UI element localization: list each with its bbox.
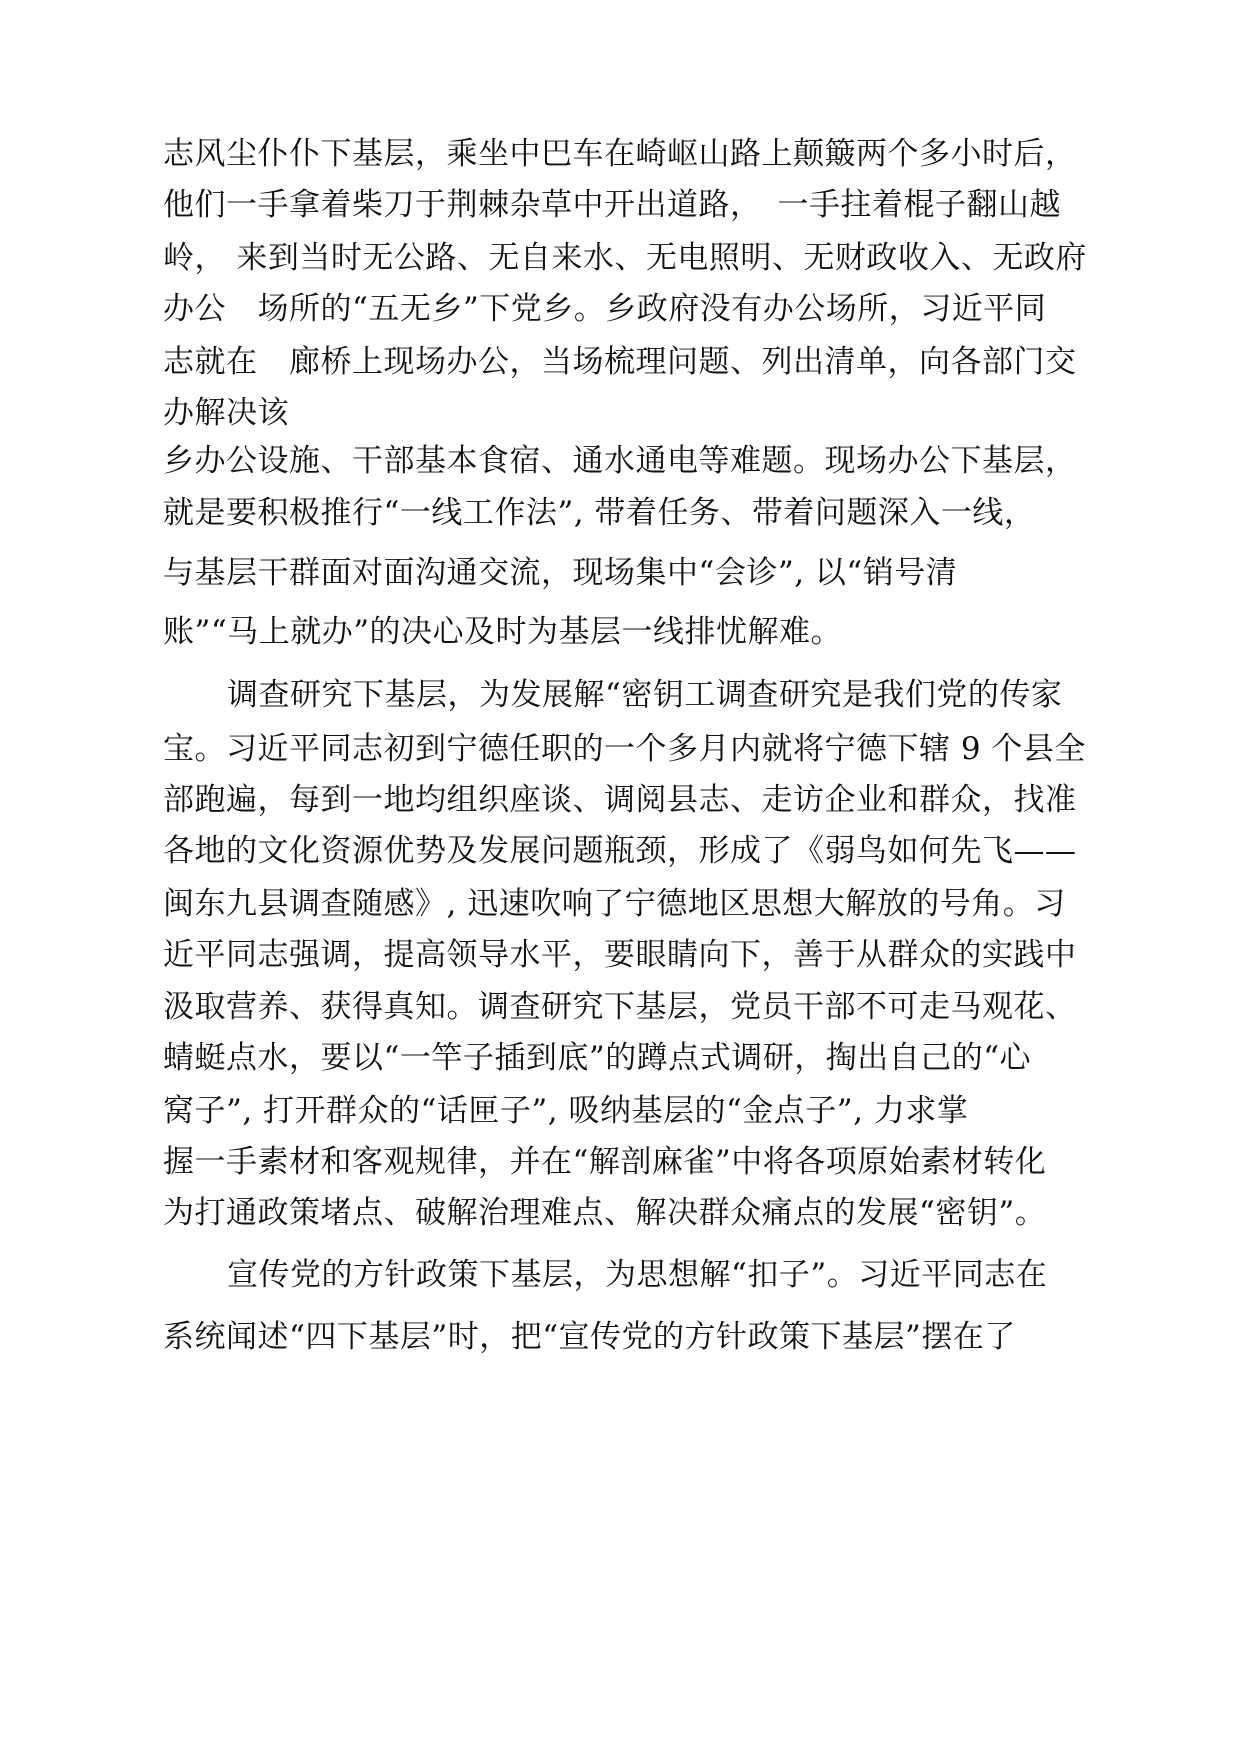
text-line: 他们一手拿着柴刀于荆棘杂草中开出道路， 一手拄着棍子翻山越: [163, 187, 1061, 223]
text-line: 近平同志强调，提高领导水平，要眼睛向下，善于从群众的实践中: [163, 937, 1077, 973]
text-line: 志就在 廊桥上现场办公，当场梳理问题、列出清单，向各部门交: [163, 344, 1077, 380]
text-line: 宝。习近平同志初到宁德任职的一个多月内就将宁德下辖 9 个县全: [163, 731, 1086, 767]
text-line: 闽东九县调查随感》, 迅速吹响了宁德地区思想大解放的号角。习: [163, 886, 1066, 922]
text-line: 办解决该: [163, 395, 289, 431]
text-line: 握一手素材和客观规律，并在“解剖麻雀”中将各项原始素材转化: [163, 1144, 1047, 1180]
text-line: 志风尘仆仆下基层，乘坐中巴车在崎岖山路上颠簸两个多小时后，: [163, 136, 1077, 172]
text-line: 就是要积极推行“一线工作法”, 带着任务、带着问题深入一线，: [163, 495, 1036, 531]
text-line: 账”“马上就办”的决心及时为基层一线排忧解难。: [163, 614, 843, 650]
text-line: 系统闻述“四下基层”时，把“宣传党的方针政策下基层”摆在了: [163, 1319, 1016, 1355]
text-line: 与基层干群面对面沟通交流，现场集中“会诊”, 以“销号清: [163, 555, 958, 591]
text-line: 办公 场所的“五无乡”下党乡。乡政府没有办公场所，习近平同: [163, 291, 1047, 327]
text-line: 蜻蜓点水，要以“一竿子插到底”的蹲点式调研，掏出自己的“心: [163, 1040, 1032, 1076]
text-line: 部跑遍，每到一地均组织座谈、调阅县志、走访企业和群众，找准: [163, 782, 1077, 818]
paragraph-first-line: 调查研究下基层，为发展解“密钥工调查研究是我们党的传家: [227, 677, 1063, 713]
paragraph-first-line: 宣传党的方针政策下基层，为思想解“扣子”。习近平同志在: [227, 1257, 1048, 1293]
text-line: 各地的文化资源优势及发展问题瓶颈，形成了《弱鸟如何先飞——: [163, 833, 1077, 869]
text-line: 汲取营养、获得真知。调查研究下基层，党员干部不可走马观花、: [163, 989, 1077, 1025]
text-line: 为打通政策堵点、破解治理难点、解决群众痛点的发展“密钥”。: [163, 1195, 1047, 1231]
text-line: 窝子”, 打开群众的“话匣子”, 吸纳基层的“金点子”, 力求掌: [163, 1093, 969, 1129]
text-line: 岭， 来到当时无公路、无自来水、无电照明、无财政收入、无政府: [163, 240, 1087, 276]
text-line: 乡办公设施、干部基本食宿、通水通电等难题。现场办公下基层，: [163, 443, 1077, 479]
